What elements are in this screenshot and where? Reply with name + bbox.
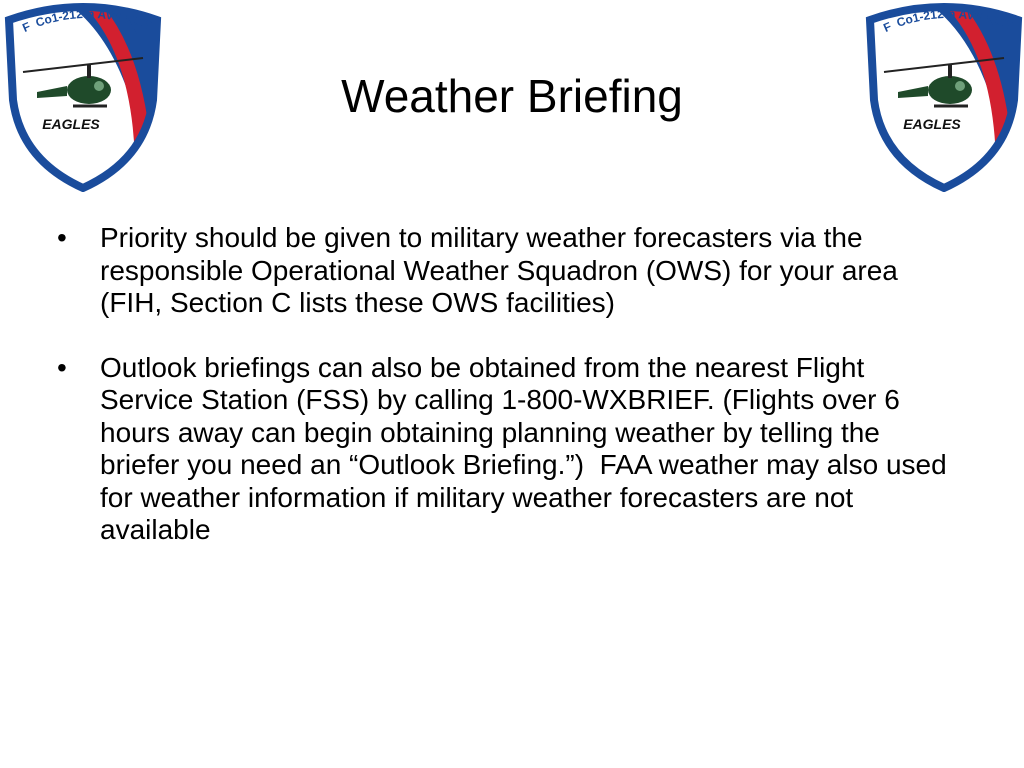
logo-letter: F	[20, 19, 33, 35]
bullet-icon: •	[57, 222, 67, 253]
unit-logo-right	[864, 0, 1024, 192]
logo-text-left	[3, 0, 163, 192]
svg-text:F Co1-212th AVN RGT	[20, 7, 153, 35]
svg-text:F Co1-212th AVN RGT	[881, 7, 1014, 35]
slide-title: Weather Briefing	[341, 70, 683, 122]
bullet-icon: •	[57, 351, 67, 383]
logo-letter: F	[881, 19, 894, 35]
logo-unit-text: Co1-212th AVN RGT	[33, 6, 153, 33]
logo-unit-text: Co1-212th AVN RGT	[894, 6, 1014, 33]
unit-logo-left	[3, 0, 163, 192]
logo-name: EAGLES	[903, 116, 961, 132]
logo-name: EAGLES	[42, 116, 100, 132]
bullet-text: Priority should be given to military weather forecasters via the responsible Operational Weather Squadron (OWS) for your area (FIH, Section C lists these OWS facilities)	[100, 222, 906, 318]
bullet-item	[57, 352, 957, 547]
bullet-text: Outlook briefings can also be obtained from the nearest Flight Service Station (FSS) by calling 1-800-WXBRIEF. (Flights over 6 hours away can begin obtaining planning weather by telling the briefer you need an “Outlook Briefing.”) FAA weather may also used for weather information if military weather forecasters are not available	[100, 351, 955, 545]
bullet-item	[57, 222, 957, 320]
logo-text-right	[864, 0, 1024, 192]
bullet-list	[57, 222, 957, 579]
